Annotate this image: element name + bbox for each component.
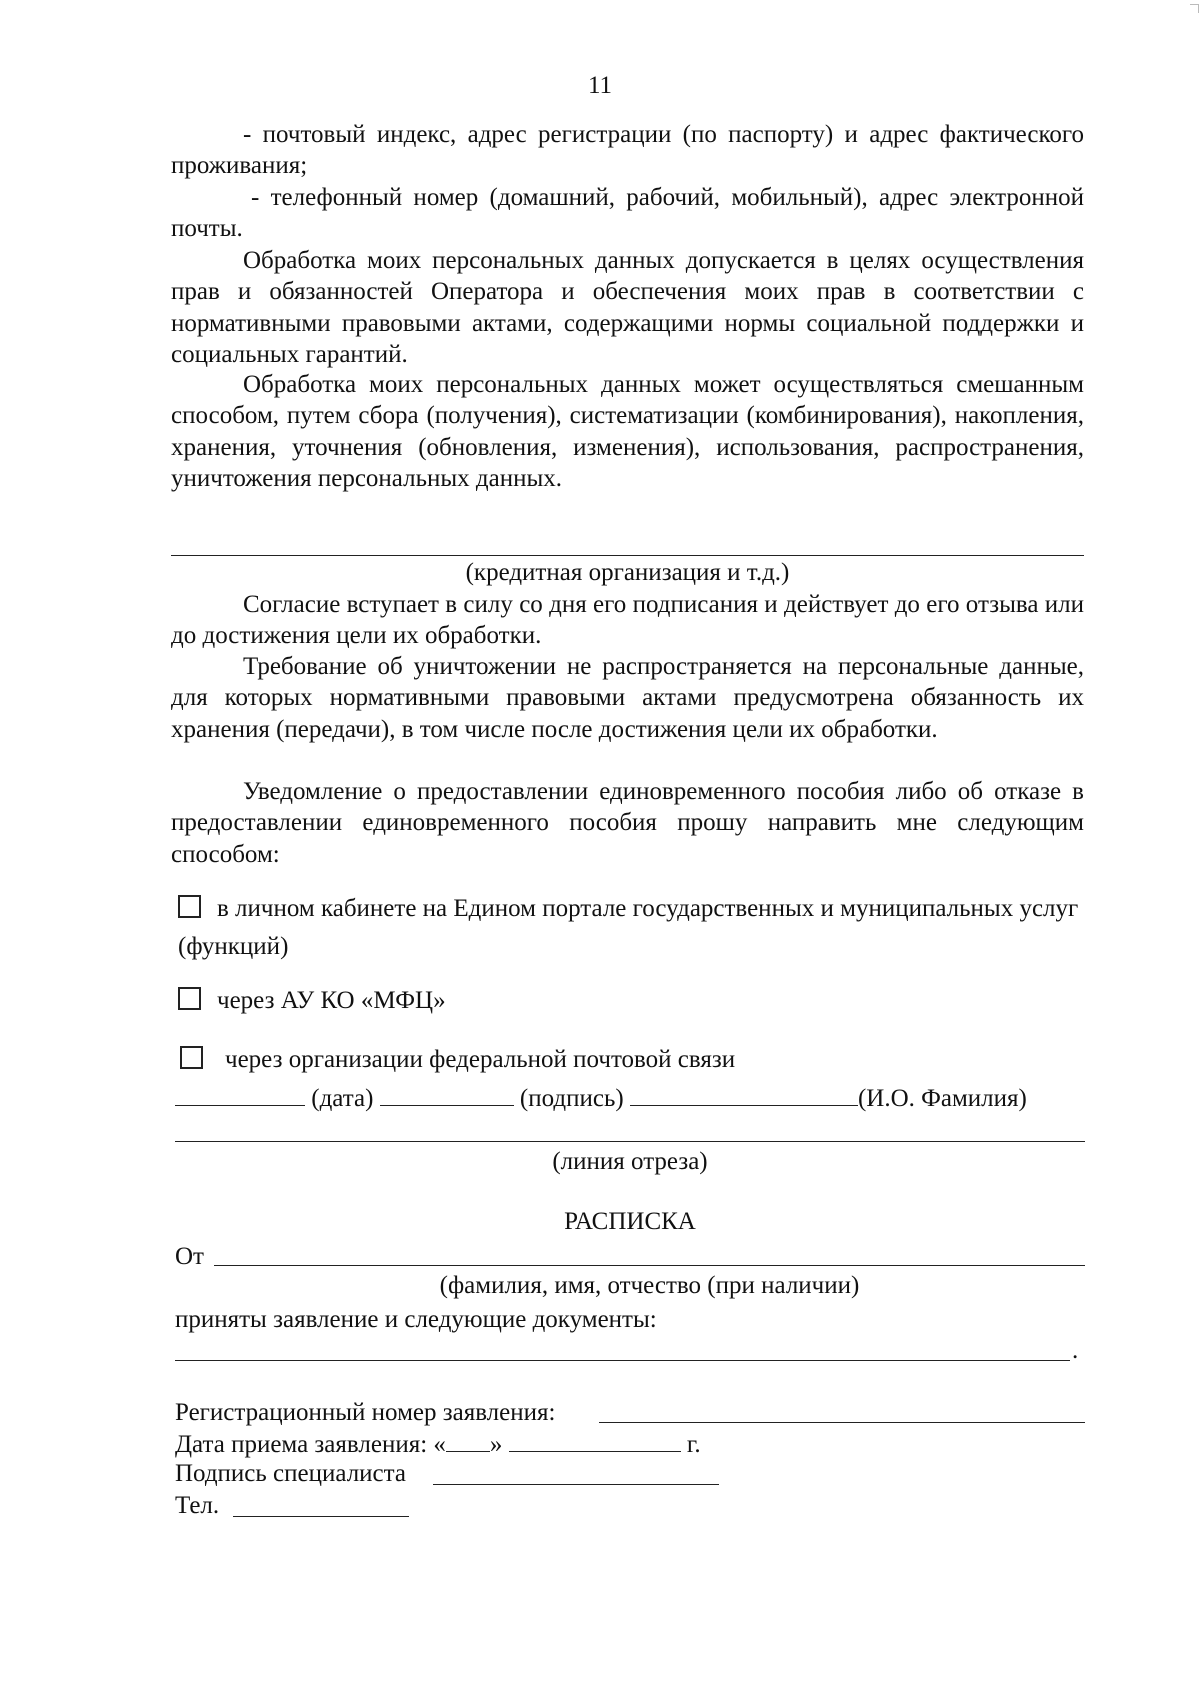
receipt-date-mid: » — [489, 1431, 503, 1458]
credit-org-caption: (кредитная организация и т.д.) — [465, 559, 790, 586]
paragraph-postal-address: - почтовый индекс, адрес регистрации (по паспорту) и адрес фактического проживания; — [171, 121, 1084, 180]
receipt-day-field[interactable] — [446, 1429, 490, 1452]
receipt-reg-number-field[interactable] — [599, 1422, 1085, 1423]
receipt-accepted-text: приняты заявление и следующие документы: — [175, 1306, 657, 1333]
option-portal[interactable] — [178, 890, 1098, 966]
scan-corner-mark — [1190, 4, 1199, 13]
option-post-label: через организации федеральной почтовой связи — [225, 1046, 736, 1073]
cut-line — [175, 1141, 1085, 1142]
option-portal-label: в личном кабинете на Едином портале государственных и муниципальных услуг (функций) — [178, 895, 1079, 960]
paragraph-notification-method: Уведомление о предоставлении единовременного пособия либо об отказе в предоставлении единовременного пособия прошу направить мне следующим способом: — [171, 778, 1084, 868]
option-mfc-label: через АУ КО «МФЦ» — [217, 987, 446, 1014]
checkbox-mfc[interactable] — [178, 987, 201, 1010]
paragraph-processing-purpose: Обработка моих персональных данных допускается в целях осуществления прав и обязанностей Оператора и обеспечения моих прав в соответствии с нормативными правовыми актами, содержащими нормы социальной поддержки и социальных гарантий. — [171, 247, 1084, 369]
receipt-from-field[interactable] — [214, 1265, 1085, 1266]
name-blank[interactable] — [630, 1083, 858, 1106]
paragraph-phone-email: - телефонный номер (домашний, рабочий, мобильный), адрес электронной почты. — [171, 184, 1084, 243]
credit-org-line — [171, 555, 1084, 556]
cut-line-caption: (линия отреза) — [552, 1148, 708, 1175]
date-blank[interactable] — [175, 1083, 305, 1106]
receipt-list-end: . — [1072, 1337, 1079, 1364]
signature-blank[interactable] — [380, 1083, 514, 1106]
signature-row — [175, 1083, 1027, 1114]
checkbox-portal[interactable] — [178, 895, 201, 918]
paragraph-destruction-requirement: Требование об уничтожении не распространяется на персональные данные, для которых нормативными правовыми актами предусмотрена обязанность их хранения (передачи), в том числе после достижения цели их обработки. — [171, 653, 1084, 743]
paragraph-processing-methods: Обработка моих персональных данных может осуществляться смешанным способом, путем сбора (получения), систематизации (комбинирования), накопления, хранения, уточнения (обновления, изменения), использования, распространения, уничтожения персональных данных. — [171, 371, 1084, 493]
receipt-documents-field[interactable] — [175, 1360, 1070, 1361]
date-caption: (дата) — [311, 1085, 374, 1112]
checkbox-post[interactable] — [180, 1046, 203, 1069]
receipt-from-label: От — [175, 1243, 204, 1270]
option-mfc[interactable] — [178, 982, 1098, 1020]
signature-caption: (подпись) — [519, 1085, 624, 1112]
receipt-name-caption: (фамилия, имя, отчество (при наличии) — [439, 1272, 860, 1299]
page-number: 11 — [587, 72, 613, 99]
receipt-phone-field[interactable] — [233, 1516, 409, 1517]
receipt-reg-number-label: Регистрационный номер заявления: — [175, 1399, 556, 1426]
name-caption: (И.О. Фамилия) — [857, 1085, 1027, 1112]
receipt-date-row — [175, 1429, 701, 1460]
option-post[interactable] — [180, 1041, 1100, 1079]
receipt-title: РАСПИСКА — [564, 1208, 696, 1235]
receipt-date-year: г. — [686, 1431, 701, 1458]
receipt-specialist-field[interactable] — [433, 1484, 719, 1485]
paragraph-consent-validity: Согласие вступает в силу со дня его подписания и действует до его отзыва или до достижения цели их обработки. — [171, 591, 1084, 650]
receipt-date-label: Дата приема заявления: « — [175, 1431, 446, 1458]
receipt-specialist-label: Подпись специалиста — [175, 1460, 406, 1487]
receipt-phone-label: Тел. — [175, 1492, 220, 1519]
receipt-month-field[interactable] — [509, 1429, 681, 1452]
